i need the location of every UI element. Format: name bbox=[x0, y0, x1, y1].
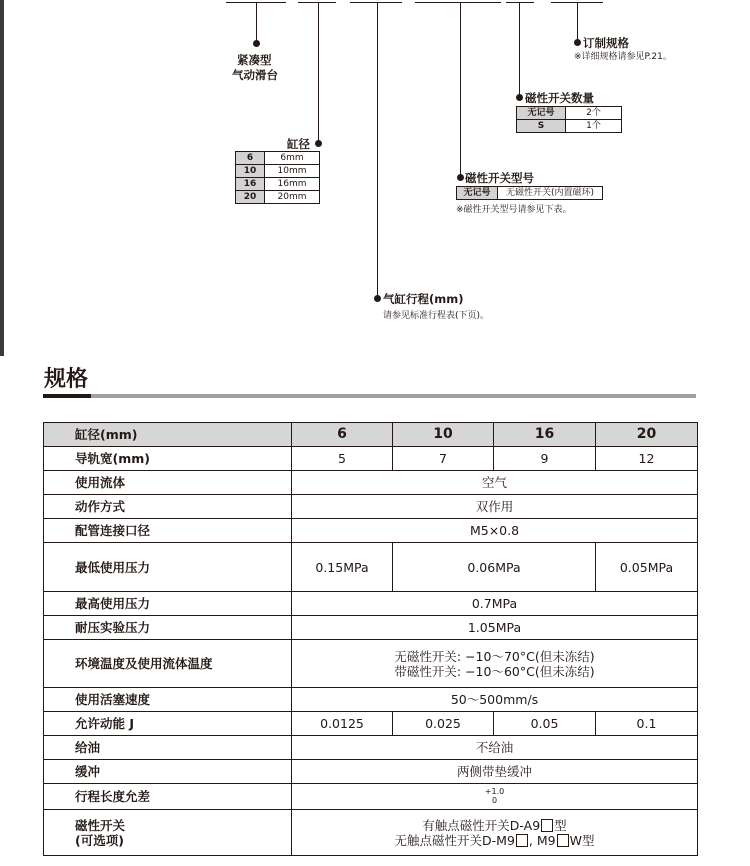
leader-dot bbox=[574, 39, 581, 46]
code-segment bbox=[350, 2, 402, 3]
row-label: 使用活塞速度 bbox=[44, 688, 292, 712]
auto-switch-line bbox=[292, 818, 697, 833]
bore-code: 6 bbox=[236, 152, 265, 165]
switch-qty-row bbox=[517, 107, 622, 120]
spec-table bbox=[43, 422, 698, 856]
spec-row-temperature bbox=[44, 640, 698, 688]
leader-line bbox=[256, 2, 257, 42]
cell: 0.7MPa bbox=[292, 592, 698, 616]
cell: 1.05MPa bbox=[292, 616, 698, 640]
leader-line bbox=[577, 2, 578, 44]
bore-col: 6 bbox=[292, 423, 393, 447]
bore-row bbox=[236, 178, 320, 191]
row-label: 使用流体 bbox=[44, 471, 292, 495]
leader-dot bbox=[315, 140, 322, 147]
auto-switch-label: 磁性开关 bbox=[75, 817, 126, 833]
bore-col: 10 bbox=[393, 423, 494, 447]
temperature-line: 无磁性开关: −10～70°C(但未冻结) bbox=[394, 648, 595, 664]
row-label: 环境温度及使用流体温度 bbox=[44, 640, 292, 688]
page-edge-bar bbox=[0, 0, 4, 356]
spec-row-lube bbox=[44, 736, 698, 760]
switch-qty-value: 2个 bbox=[566, 107, 622, 120]
cell: 0.06MPa bbox=[393, 543, 596, 592]
cell bbox=[292, 810, 698, 856]
cell: 0.0125 bbox=[292, 712, 393, 736]
leader-line bbox=[519, 2, 520, 97]
row-label: 最低使用压力 bbox=[44, 543, 292, 592]
cell: 5 bbox=[292, 447, 393, 471]
bore-code: 10 bbox=[236, 165, 265, 178]
spec-row-auto-switch bbox=[44, 810, 698, 856]
spec-row-port bbox=[44, 519, 698, 543]
cell: 0.15MPa bbox=[292, 543, 393, 592]
switch-model-note: ※磁性开关型号请参见下表。 bbox=[456, 205, 572, 215]
spec-row-min-pressure bbox=[44, 543, 698, 592]
section-rule-dark bbox=[43, 394, 91, 398]
bore-row bbox=[236, 191, 320, 204]
row-label: 耐压实验压力 bbox=[44, 616, 292, 640]
type-label-1: 紧凑型 bbox=[237, 53, 272, 67]
custom-note: ※详细规格请参见P.21。 bbox=[574, 52, 672, 62]
stroke-tolerance bbox=[485, 787, 504, 805]
bore-row bbox=[236, 165, 320, 178]
spec-row-bore bbox=[44, 423, 698, 447]
switch-qty-row bbox=[517, 120, 622, 133]
leader-line bbox=[460, 2, 461, 178]
cell: 0.025 bbox=[393, 712, 494, 736]
row-label: 动作方式 bbox=[44, 495, 292, 519]
switch-model-label: 磁性开关型号 bbox=[465, 171, 534, 185]
cell: 50～500mm/s bbox=[292, 688, 698, 712]
row-label: 给油 bbox=[44, 736, 292, 760]
row-label: 配管连接口径 bbox=[44, 519, 292, 543]
cell: 双作用 bbox=[292, 495, 698, 519]
leader-dot bbox=[253, 40, 260, 47]
spec-row-stroke-tolerance bbox=[44, 784, 698, 810]
cell: 0.1 bbox=[596, 712, 698, 736]
blank-box bbox=[557, 834, 569, 847]
text: , M9 bbox=[528, 832, 556, 848]
code-segment bbox=[415, 2, 501, 3]
row-label: 最高使用压力 bbox=[44, 592, 292, 616]
stroke-label: 气缸行程(mm) bbox=[383, 292, 464, 306]
blank-box bbox=[516, 834, 528, 847]
switch-model-code: 无记号 bbox=[457, 187, 498, 200]
text: W型 bbox=[569, 832, 595, 848]
auto-switch-line bbox=[292, 833, 697, 848]
stroke-note: 请参见标准行程表(下页)。 bbox=[383, 311, 490, 321]
cell: 0.05MPa bbox=[596, 543, 698, 592]
type-label-2: 气动滑台 bbox=[232, 68, 278, 82]
switch-model-table bbox=[456, 186, 603, 200]
switch-qty-value: 1个 bbox=[566, 120, 622, 133]
leader-dot bbox=[374, 295, 381, 302]
bore-col: 16 bbox=[494, 423, 596, 447]
leader-dot bbox=[516, 94, 523, 101]
row-label: 允许动能 J bbox=[44, 712, 292, 736]
cell: 不给油 bbox=[292, 736, 698, 760]
blank-box bbox=[541, 819, 553, 832]
bore-value: 6mm bbox=[265, 152, 320, 165]
bore-code: 16 bbox=[236, 178, 265, 191]
temperature-line: 带磁性开关: −10～60°C(但未冻结) bbox=[394, 663, 595, 679]
bore-col: 20 bbox=[596, 423, 698, 447]
auto-switch-sublabel: (可选项) bbox=[75, 832, 124, 848]
cell bbox=[292, 784, 698, 810]
spec-row-cushion bbox=[44, 760, 698, 784]
switch-qty-label: 磁性开关数量 bbox=[525, 91, 594, 105]
spec-row-action bbox=[44, 495, 698, 519]
section-title: 规格 bbox=[44, 367, 89, 392]
row-label: 行程长度允差 bbox=[44, 784, 292, 810]
leader-line bbox=[377, 2, 378, 298]
switch-qty-table bbox=[516, 106, 622, 133]
text: 有触点磁性开关D-A9 bbox=[422, 817, 541, 833]
spec-row-speed bbox=[44, 688, 698, 712]
spec-row-fluid bbox=[44, 471, 698, 495]
switch-qty-code: S bbox=[517, 120, 566, 133]
section-rule-grey bbox=[91, 394, 696, 398]
leader-dot bbox=[457, 174, 464, 181]
text: 无触点磁性开关D-M9 bbox=[394, 832, 515, 848]
custom-label: 订制规格 bbox=[583, 36, 629, 50]
bore-value: 20mm bbox=[265, 191, 320, 204]
row-label: 缸径(mm) bbox=[44, 423, 292, 447]
bore-label: 缸径 bbox=[287, 137, 310, 151]
leader-line bbox=[318, 2, 319, 145]
bore-table bbox=[235, 151, 320, 204]
spec-row-energy bbox=[44, 712, 698, 736]
cell: 9 bbox=[494, 447, 596, 471]
text: 型 bbox=[554, 817, 567, 833]
switch-qty-code: 无记号 bbox=[517, 107, 566, 120]
row-label: 缓冲 bbox=[44, 760, 292, 784]
row-label bbox=[44, 810, 292, 856]
code-segment bbox=[506, 2, 534, 3]
bore-value: 10mm bbox=[265, 165, 320, 178]
tolerance-lower: 0 bbox=[491, 796, 498, 805]
row-label: 导轨宽(mm) bbox=[44, 447, 292, 471]
switch-model-desc: 无磁性开关(内置磁环) bbox=[498, 187, 603, 200]
cell: 12 bbox=[596, 447, 698, 471]
cell: 两侧带垫缓冲 bbox=[292, 760, 698, 784]
spec-row-max-pressure bbox=[44, 592, 698, 616]
bore-code: 20 bbox=[236, 191, 265, 204]
code-segment bbox=[298, 2, 336, 3]
bore-row bbox=[236, 152, 320, 165]
cell: 7 bbox=[393, 447, 494, 471]
cell: M5×0.8 bbox=[292, 519, 698, 543]
spec-row-proof-pressure bbox=[44, 616, 698, 640]
bore-value: 16mm bbox=[265, 178, 320, 191]
tolerance-upper: +1.0 bbox=[484, 787, 505, 796]
cell: 0.05 bbox=[494, 712, 596, 736]
cell: 空气 bbox=[292, 471, 698, 495]
spec-row-rail bbox=[44, 447, 698, 471]
cell bbox=[292, 640, 698, 688]
